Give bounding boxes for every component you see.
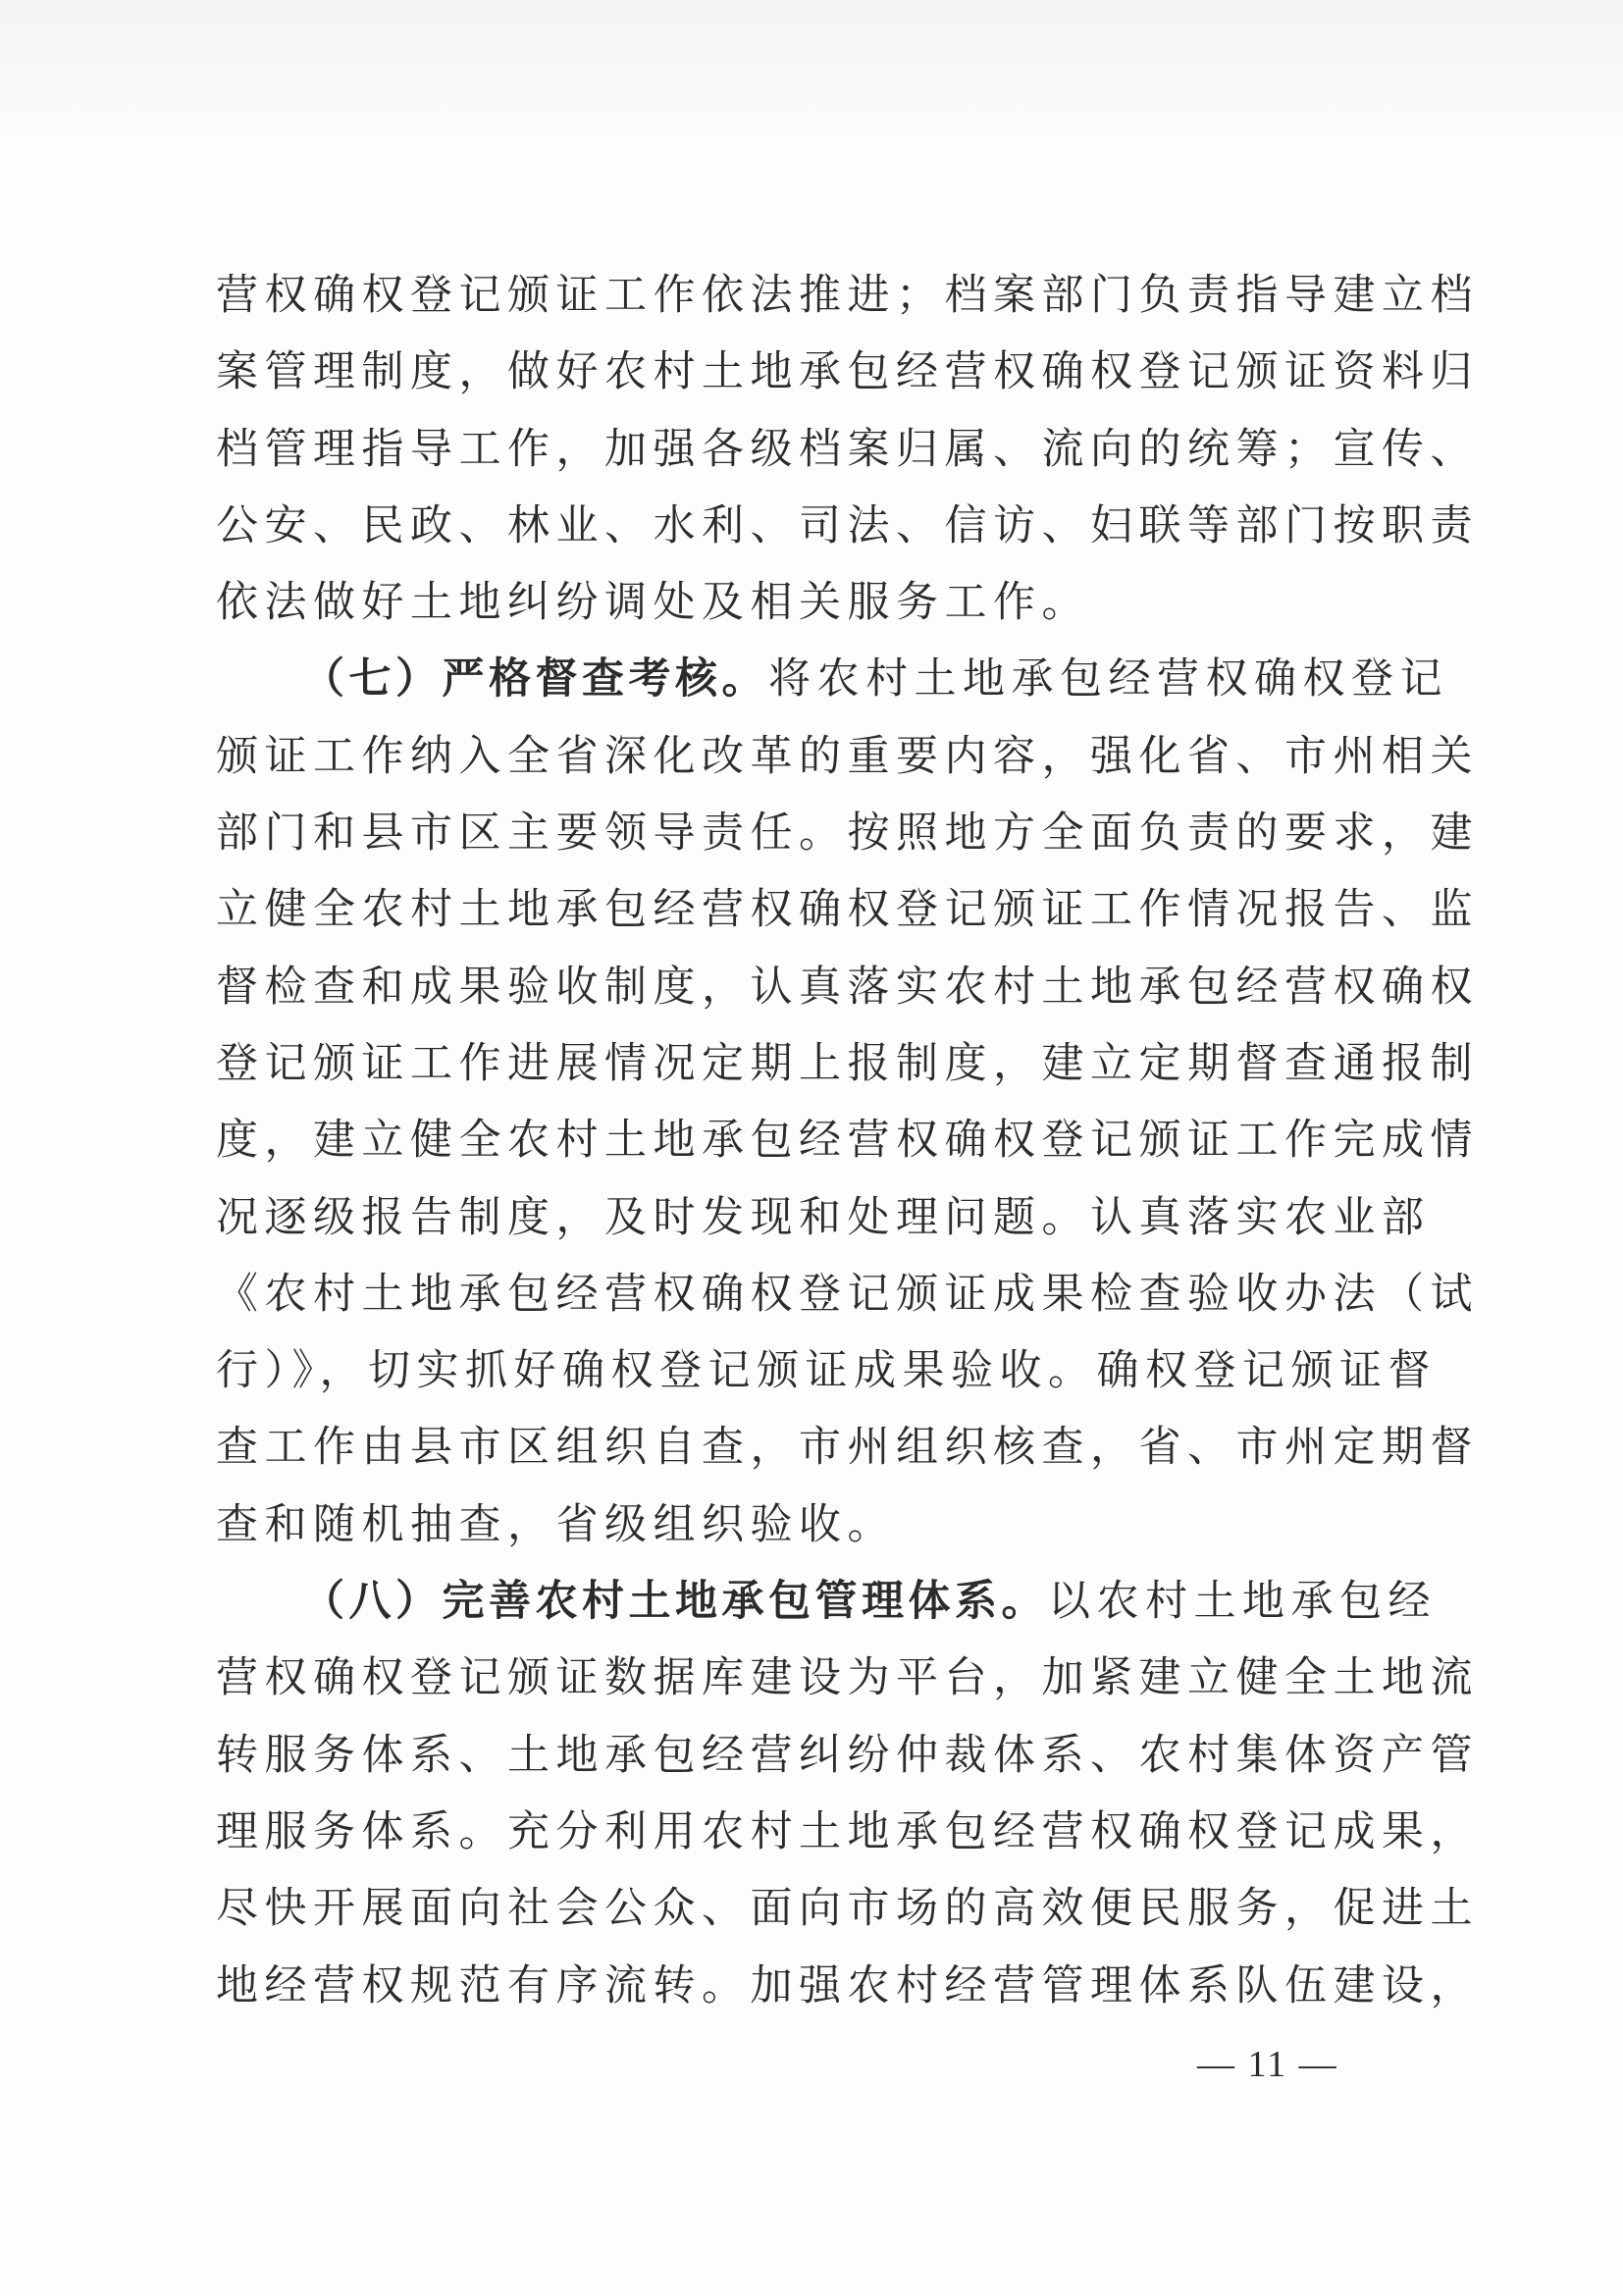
- page-number: — 11 —: [1197, 2044, 1338, 2085]
- text-line: 依法做好土地纠纷调处及相关服务工作。: [216, 578, 1090, 628]
- text-line: 营权确权登记颁证工作依法推进；档案部门负责指导建立档: [216, 271, 1479, 320]
- section-8-paragraph-start: [216, 1563, 1437, 1640]
- text-line: 转服务体系、土地承包经营纠纷仲裁体系、农村集体资产管: [216, 1730, 1479, 1780]
- text-line: 地经营权规范有序流转。加强农村经营管理体系队伍建设，: [216, 1960, 1479, 2010]
- document-body: [216, 257, 1479, 2024]
- text-line: 立健全农村土地承包经营权确权登记颁证工作情况报告、监: [216, 885, 1479, 935]
- text-line: 理服务体系。充分利用农村土地承包经营权确权登记成果，: [216, 1806, 1479, 1856]
- section-8-heading: （八）完善农村土地承包管理体系。: [302, 1577, 1048, 1627]
- text-line: 部门和县市区主要领导责任。按照地方全面负责的要求，建: [216, 809, 1479, 859]
- text-line: 案管理制度，做好农村土地承包经营权确权登记颁证资料归: [216, 347, 1479, 397]
- text-line: 行）》，切实抓好确权登记颁证成果验收。确权登记颁证督: [216, 1346, 1437, 1396]
- text-line: 度，建立健全农村土地承包经营权确权登记颁证工作完成情: [216, 1116, 1479, 1166]
- text-line: 查和随机抽查，省级组织验收。: [216, 1499, 896, 1549]
- text-line: 公安、民政、林业、水利、司法、信访、妇联等部门按职责: [216, 500, 1479, 550]
- text-line: 况逐级报告制度，及时发现和处理问题。认真落实农业部: [216, 1192, 1431, 1242]
- text-line: 颁证工作纳入全省深化改革的重要内容，强化省、市州相关: [216, 731, 1479, 781]
- section-7-heading: （七）严格督查考核。: [302, 654, 768, 704]
- text-line: 将农村土地承包经营权确权登记: [768, 654, 1448, 704]
- text-line: 以农村土地承包经: [1048, 1577, 1437, 1627]
- scan-shadow: [0, 0, 1623, 147]
- text-line: 登记颁证工作进展情况定期上报制度，建立定期督查通报制: [216, 1038, 1479, 1088]
- text-line: 尽快开展面向社会公众、面向市场的高效便民服务，促进土: [216, 1884, 1479, 1934]
- text-line: 《农村土地承包经营权确权登记颁证成果检查验收办法（试: [216, 1269, 1479, 1319]
- text-line: 查工作由县市区组织自查，市州组织核查，省、市州定期督: [216, 1423, 1479, 1473]
- text-line: 档管理指导工作，加强各级档案归属、流向的统筹；宣传、: [216, 424, 1479, 474]
- text-line: 督检查和成果验收制度，认真落实农村土地承包经营权确权: [216, 962, 1479, 1012]
- section-7-paragraph-start: [216, 641, 1448, 717]
- text-line: 营权确权登记颁证数据库建设为平台，加紧建立健全土地流: [216, 1653, 1479, 1703]
